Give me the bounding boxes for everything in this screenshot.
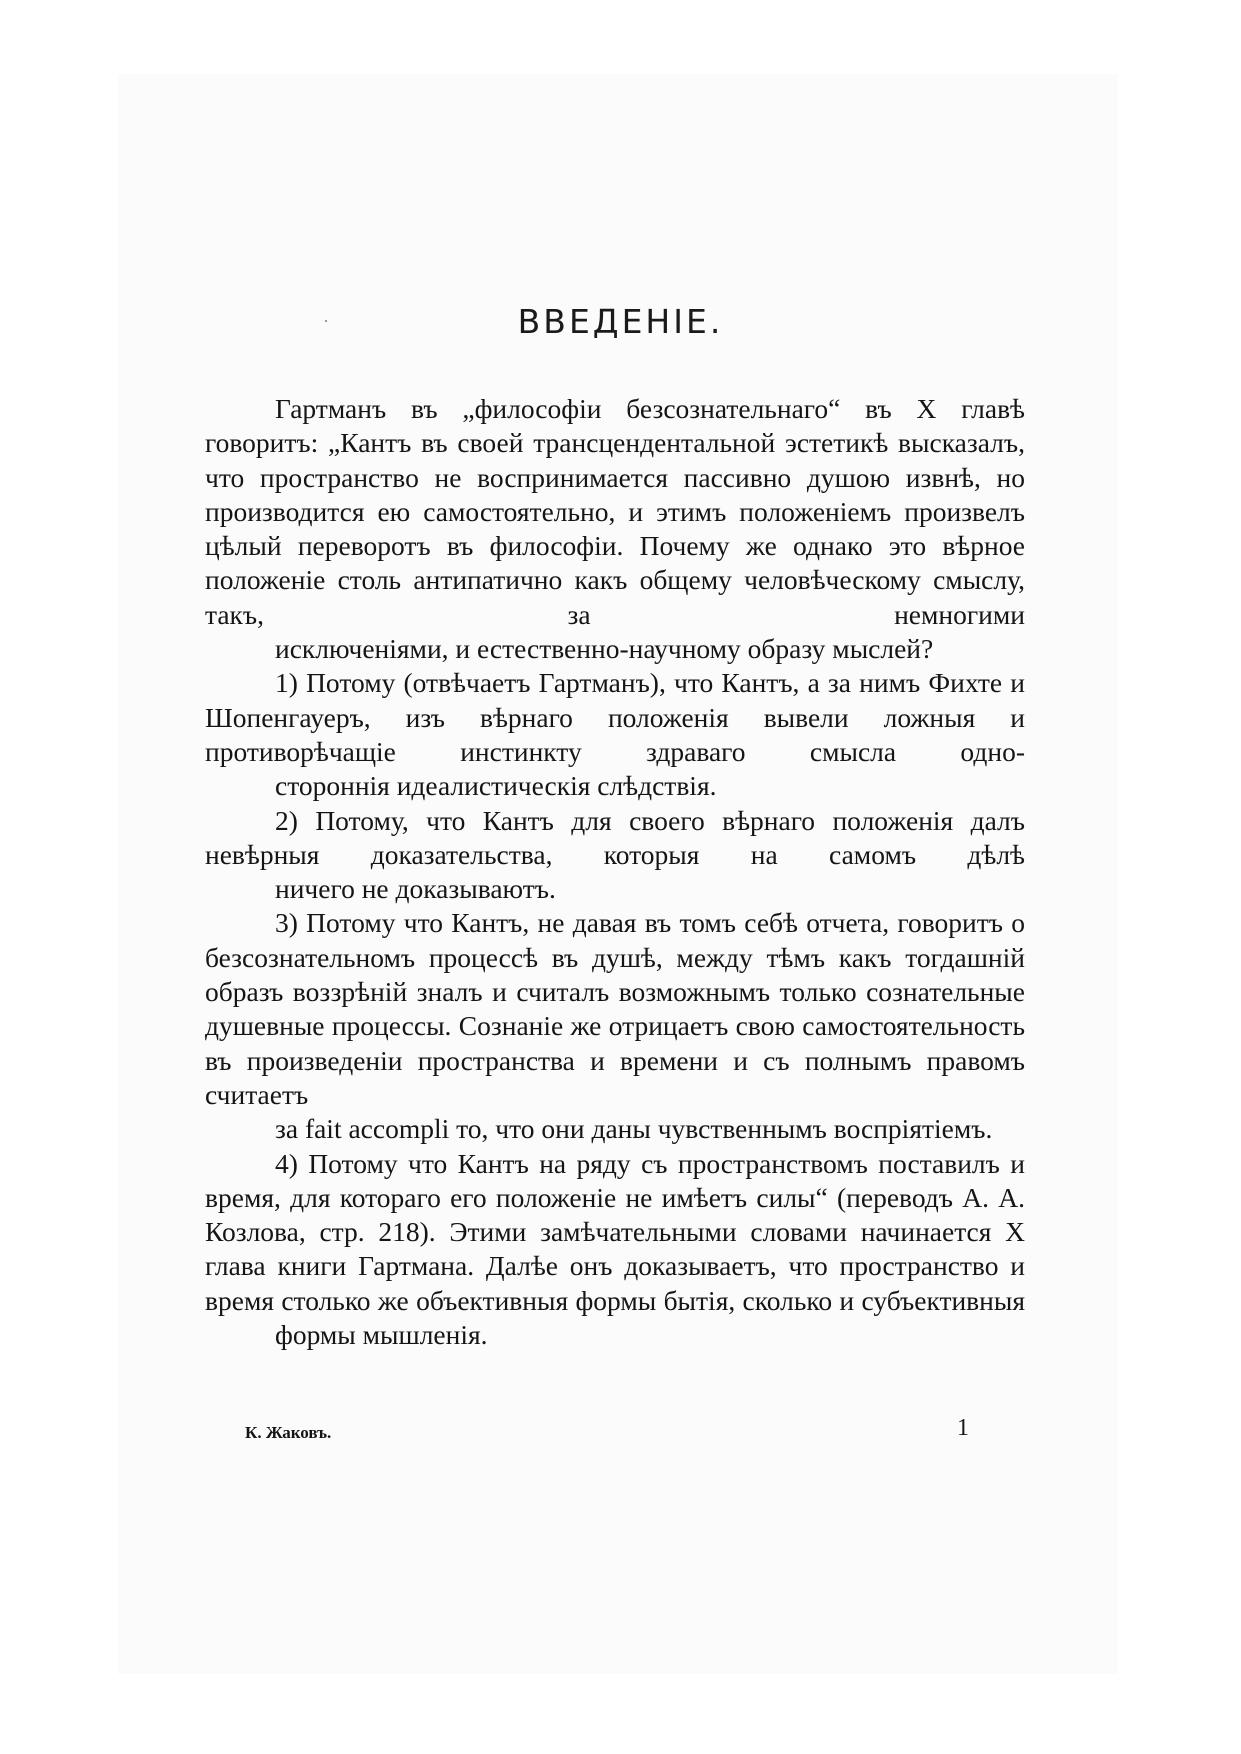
paragraph-text: 1) Потому (отвѣчаетъ Гартманъ), что Кантъ, а за нимъ Фихте и Шопенгауеръ, изъ вѣрнаго положенія вывели ложныя и противорѣчащіе инстинкту здраваго смысла одно- (205, 667, 1025, 767)
paragraph-point-2 (205, 804, 1025, 907)
paragraph-text: 3) Потому что Кантъ, не давая въ томъ себѣ отчета, говоритъ о безсознательномъ процессѣ въ душѣ, между тѣмъ какъ тогдашній образъ воззрѣній зналъ и считалъ возможнымъ только сознательные душевные процессы. Сознаніе же отрицаетъ свою самостоятельность въ произведеніи пространства и времени и съ полнымъ правомъ считаетъ (205, 907, 1025, 1110)
body-text (205, 392, 1025, 1352)
paragraph-last-line: исключеніями, и естественно-научному образу мыслей? (275, 633, 934, 665)
page-number: 1 (957, 1415, 969, 1441)
signature-mark: К. Жаковъ. (245, 1423, 332, 1442)
paragraph-text: Гартманъ въ „философіи безсознательнаго“ въ X главѣ говоритъ: „Кантъ въ своей трансцендентальной эстетикѣ высказалъ, что пространство не воспринимается пассивно душою извнѣ, но производится ею самостоятельно, и этимъ положеніемъ произвелъ цѣлый переворотъ въ философіи. Почему же однако это вѣрное положеніе столь антипатично какъ общему человѣческому смыслу, такъ, за немногими (205, 393, 1025, 630)
paragraph-last-line: за fait accompli то, что они даны чувственнымъ воспріятіемъ. (275, 1113, 993, 1145)
paragraph-point-4 (205, 1147, 1025, 1353)
paragraph-last-line: формы мышленія. (275, 1319, 488, 1351)
paragraph-text: 2) Потому, что Кантъ для своего вѣрнаго положенія далъ невѣрныя доказательства, которыя на самомъ дѣлѣ (205, 804, 1025, 870)
paragraph-intro (205, 392, 1025, 666)
chapter-heading: ВВЕДЕНІЕ. (517, 302, 724, 341)
paragraph-last-line: стороннія идеалистическія слѣдствія. (275, 770, 717, 802)
paragraph-point-3 (205, 906, 1025, 1146)
paragraph-last-line: ничего не доказываютъ. (275, 873, 556, 905)
paragraph-point-1 (205, 666, 1025, 803)
paragraph-text: 4) Потому что Кантъ на ряду съ пространствомъ поставилъ и время, для котораго его положеніе не имѣетъ силы“ (переводъ А. А. Козлова, стр. 218). Этими замѣчательными словами начинается X глава книги Гартмана. Далѣе онъ доказываетъ, что пространство и время столько же объективныя формы бытія, сколько и субъективныя (205, 1147, 1025, 1316)
